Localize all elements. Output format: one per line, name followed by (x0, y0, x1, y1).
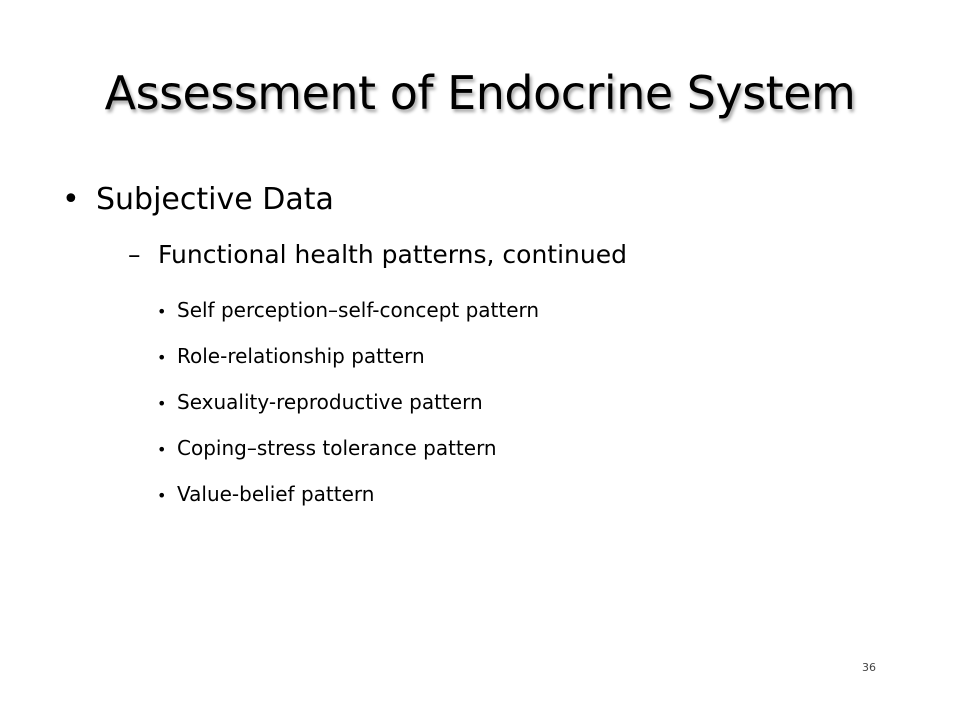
bullet-icon: • (157, 348, 167, 367)
list-item-text: Sexuality-reproductive pattern (177, 390, 483, 414)
bullet-level2 (128, 235, 627, 275)
slide-title: Assessment of Endocrine System (104, 66, 856, 120)
bullet-icon: • (157, 302, 167, 321)
bullet-level1 (62, 178, 334, 222)
list-item-text: Value-belief pattern (177, 482, 375, 506)
list-item (157, 287, 539, 333)
list-item (157, 379, 539, 425)
bullet-icon: • (157, 394, 167, 413)
bullet-level1-text: Subjective Data (96, 182, 334, 217)
bullet-level2-text: Functional health patterns, continued (158, 240, 627, 269)
list-item-text: Self perception–self-concept pattern (177, 298, 540, 322)
bullet-icon: • (157, 486, 167, 505)
list-item (157, 425, 539, 471)
list-item (157, 333, 539, 379)
bullet-icon: • (62, 182, 80, 217)
bullet-level3-list (157, 287, 539, 517)
list-item-text: Role-relationship pattern (177, 344, 425, 368)
list-item (157, 471, 539, 517)
page-number: 36 (862, 661, 876, 674)
bullet-icon: • (157, 440, 167, 459)
dash-icon: – (128, 240, 141, 269)
list-item-text: Coping–stress tolerance pattern (177, 436, 497, 460)
